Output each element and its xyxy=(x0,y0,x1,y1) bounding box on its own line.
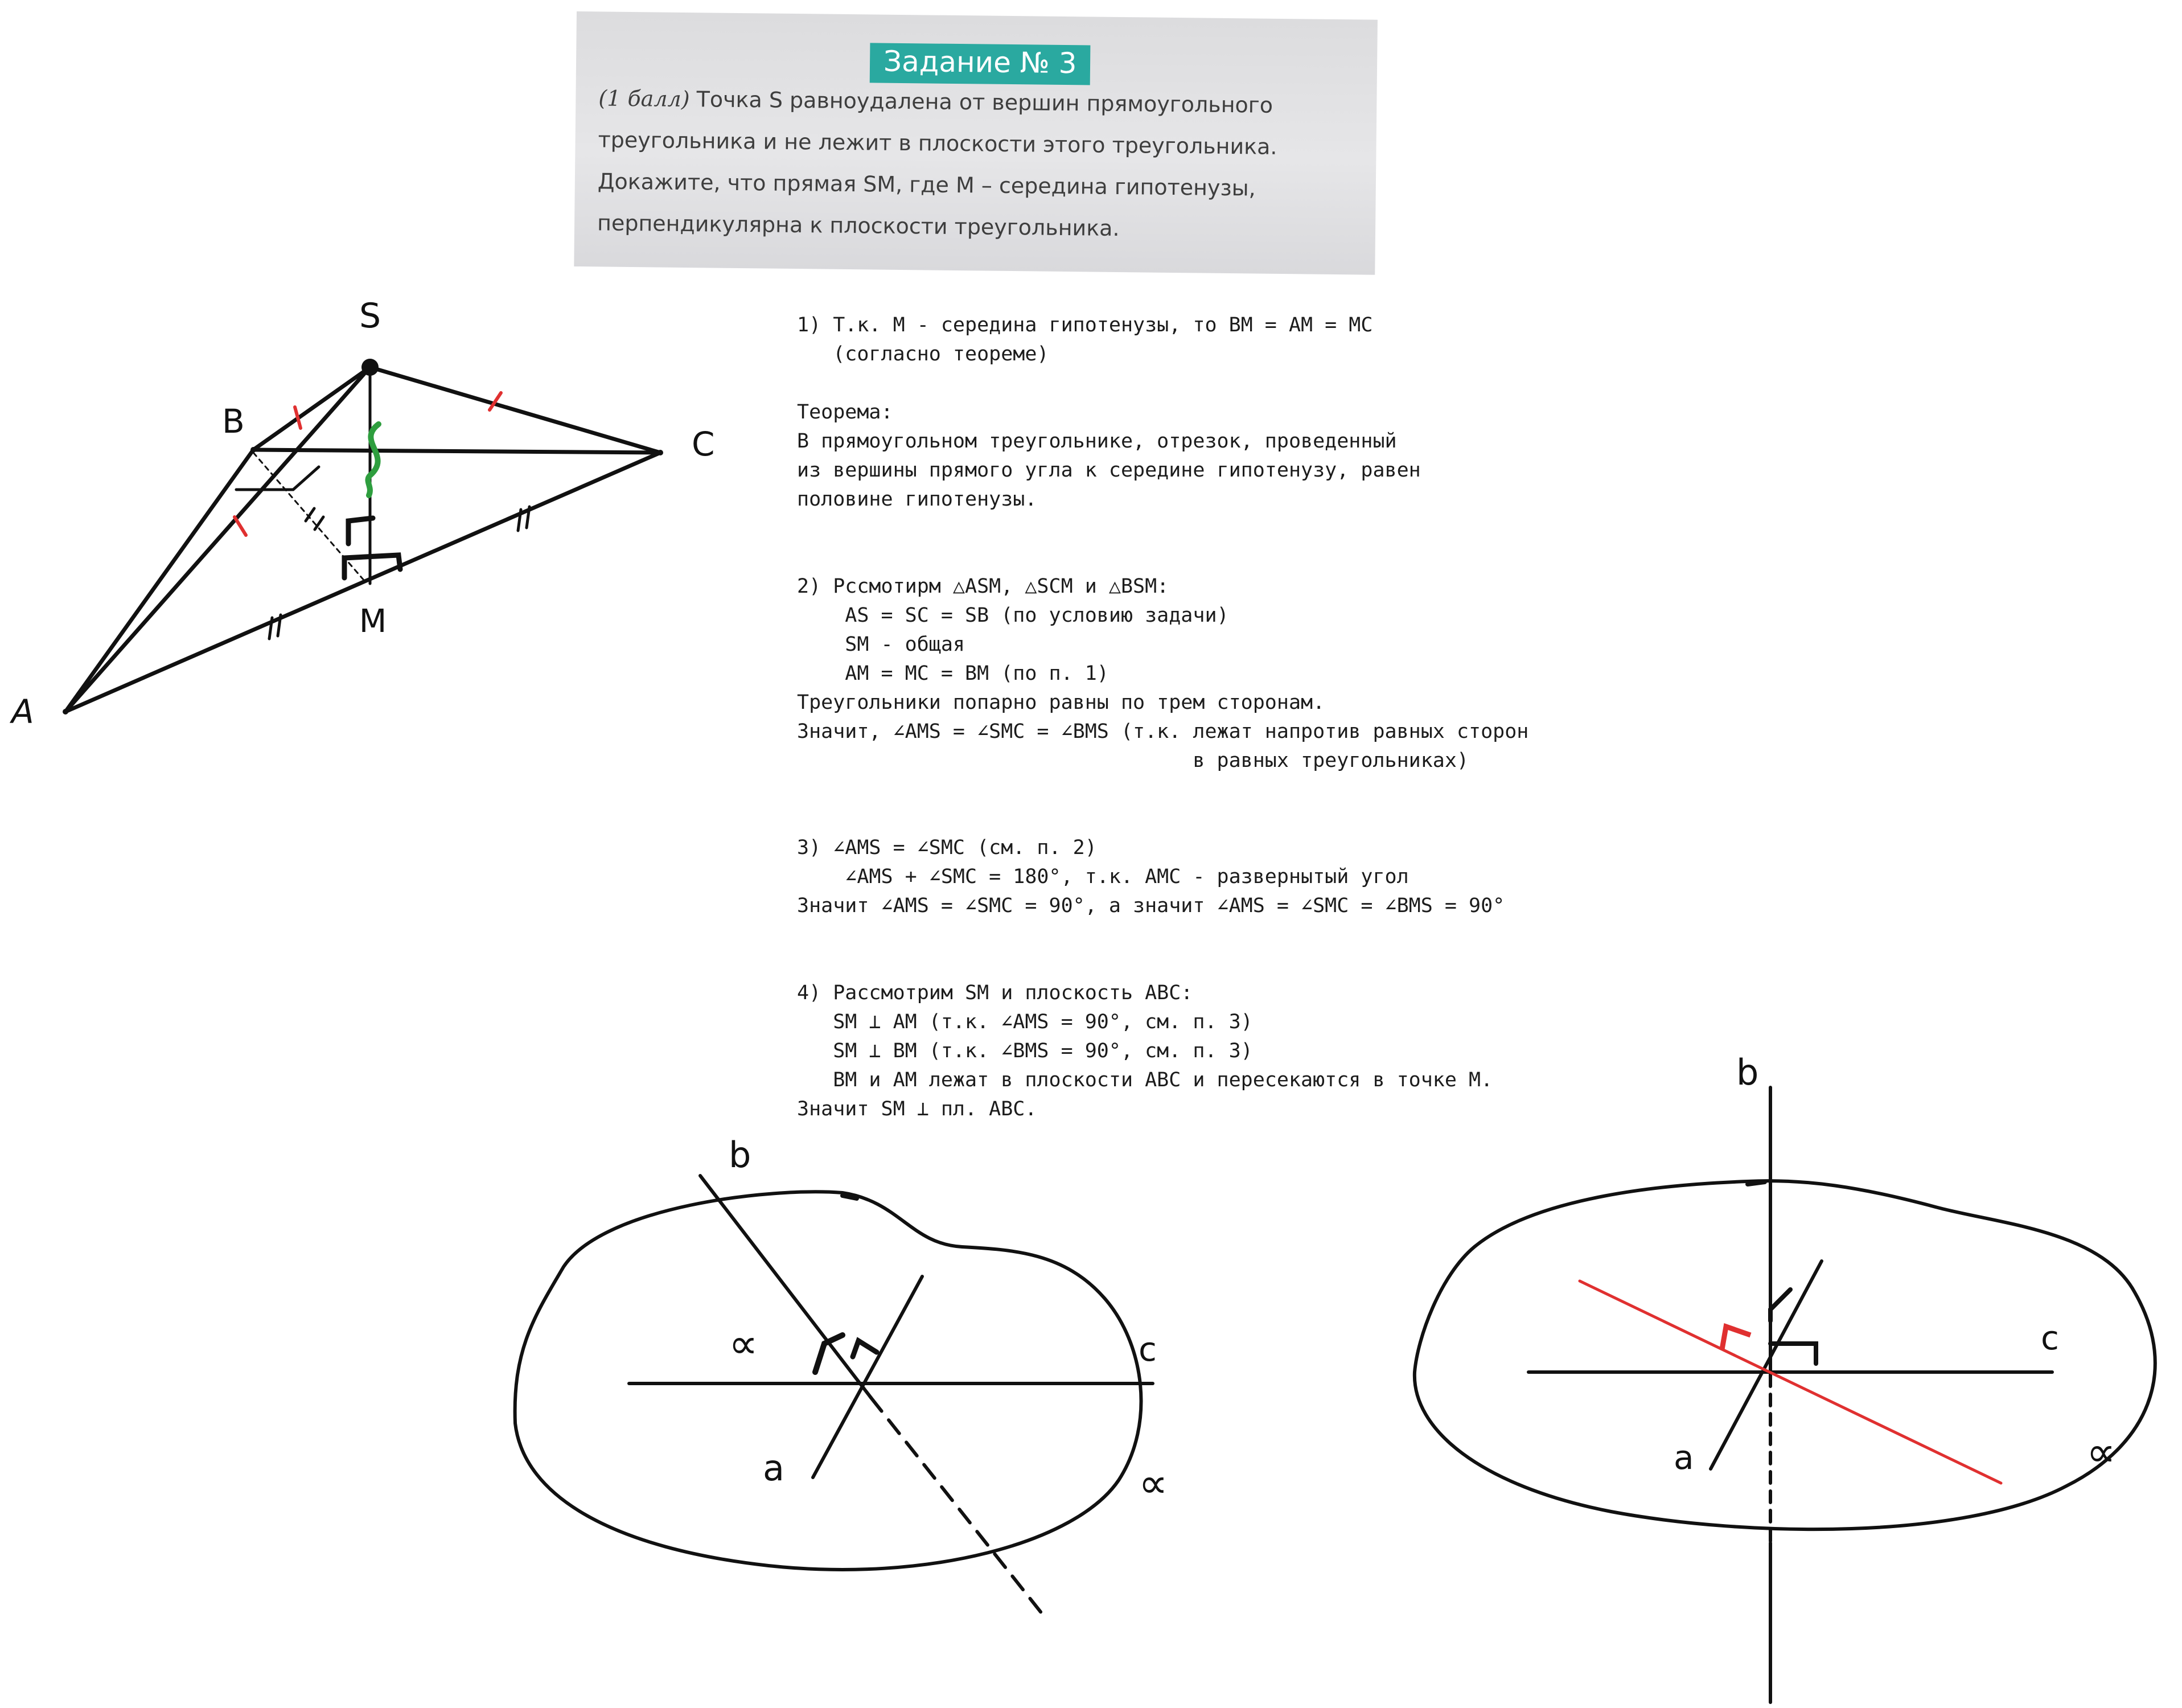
solution-spacer xyxy=(797,950,1528,979)
edge-sa xyxy=(65,367,370,712)
solution-spacer xyxy=(797,921,1528,950)
point-s xyxy=(361,359,379,376)
edge-bc xyxy=(253,450,660,453)
solution-line: BM и AM лежат в плоскости ABC и пересекаются в точке M. xyxy=(797,1069,1493,1091)
solution-line: Значит SM ⊥ пл. ABC. xyxy=(797,1098,1037,1120)
solution-line: SM ⊥ AM (т.к. ∠AMS = 90°, см. п. 3) xyxy=(797,1011,1253,1033)
task-points: (1 балл) xyxy=(598,85,690,112)
right-angle-mark-lower xyxy=(344,555,400,578)
plane-corner-mark xyxy=(1748,1182,1765,1184)
point-b xyxy=(250,447,256,453)
solution-line: AM = MC = BM (по п. 1) xyxy=(797,662,1109,685)
task-text-line xyxy=(598,85,1273,117)
solution-line: половине гипотенузы. xyxy=(797,488,1037,511)
label-alpha: ∝ xyxy=(2086,1428,2116,1476)
line-a xyxy=(1711,1261,1822,1469)
task-text-segment: Точка S равноудалена от вершин прямоугольного xyxy=(689,87,1273,118)
solution-line: Теорема: xyxy=(797,401,893,424)
solution-line: из вершины прямого угла к середине гипотенузу, равен xyxy=(797,459,1421,482)
solution-line: В прямоугольном треугольнике, отрезок, проведенный xyxy=(797,430,1397,453)
label-s: S xyxy=(359,296,381,336)
task-card xyxy=(574,11,1378,275)
line-b-solid xyxy=(700,1176,871,1398)
edge-sc xyxy=(370,367,660,453)
solution-text xyxy=(797,311,1528,1124)
right-angle-mark xyxy=(1770,1290,1790,1321)
label-c: c xyxy=(2041,1319,2059,1357)
label-alpha-right: ∝ xyxy=(1139,1459,1168,1507)
plane-alpha-outline xyxy=(515,1192,1141,1570)
task-text-line: Докажите, что прямая SM, где M – середина гипотенузы, xyxy=(597,169,1256,201)
tick-sa xyxy=(235,517,246,535)
plane-corner-mark xyxy=(843,1196,857,1198)
solution-line: Треугольники попарно равны по трем сторонам. xyxy=(797,691,1325,714)
label-b: b xyxy=(729,1134,751,1176)
point-a xyxy=(63,709,68,715)
solution-line: 2) Рссмотирм △ASM, △SCM и △BSM: xyxy=(797,575,1169,598)
solution-line: SM - общая xyxy=(797,633,965,656)
solution-spacer xyxy=(797,804,1528,834)
solution-spacer xyxy=(797,514,1528,543)
label-b: b xyxy=(1736,1053,1759,1093)
label-b: B xyxy=(222,402,245,441)
solution-line: ∠AMS + ∠SMC = 180°, т.к. AMC - развернытый угол xyxy=(797,865,1409,888)
solution-line: SM ⊥ BM (т.к. ∠BMS = 90°, см. п. 3) xyxy=(797,1040,1253,1062)
solution-spacer xyxy=(797,775,1528,804)
label-a: a xyxy=(763,1447,784,1489)
solution-line: 1) Т.к. М - середина гипотенузы, то ВМ = АМ = МС xyxy=(797,314,1373,336)
solution-line: (согласно теореме) xyxy=(797,343,1049,366)
solution-line: 4) Рассмотрим SM и плоскость ABC: xyxy=(797,982,1193,1004)
solution-spacer xyxy=(797,369,1528,398)
line-a xyxy=(813,1276,922,1477)
plane-figure-right xyxy=(1395,1053,2182,1708)
point-c xyxy=(658,450,663,455)
line-red xyxy=(1580,1281,2001,1483)
label-m: M xyxy=(359,603,387,640)
right-angle-mark-2 xyxy=(853,1341,877,1357)
label-a: a xyxy=(1674,1438,1694,1477)
solution-line: AS = SC = SB (по условию задачи) xyxy=(797,604,1229,627)
line-b-dashed xyxy=(871,1398,1045,1617)
solution-line: Значит, ∠AMS = ∠SMC = ∠BMS (т.к. лежат напротив равных сторон xyxy=(797,720,1529,743)
edge-sb xyxy=(253,367,370,450)
edge-ac xyxy=(65,453,660,712)
task-badge: Задание № 3 xyxy=(870,43,1091,85)
solution-line: 3) ∠AMS = ∠SMC (см. п. 2) xyxy=(797,836,1097,859)
pyramid-figure xyxy=(0,279,740,752)
label-a: A xyxy=(11,692,34,731)
task-text-line: треугольника и не лежит в плоскости этого треугольника. xyxy=(598,127,1277,159)
task-text-line: перпендикулярна к плоскости треугольника. xyxy=(597,210,1120,241)
plane-figure-left xyxy=(501,1127,1298,1628)
solution-line: в равных треугольниках) xyxy=(797,749,1469,772)
label-c: C xyxy=(692,425,715,463)
label-c: c xyxy=(1139,1330,1157,1369)
label-alpha-left: ∝ xyxy=(729,1320,758,1368)
red-right-angle-mark xyxy=(1722,1327,1750,1349)
solution-line: Значит ∠AMS = ∠SMC = 90°, а значит ∠AMS = ∠SMC = ∠BMS = 90° xyxy=(797,894,1505,917)
solution-spacer xyxy=(797,543,1528,572)
